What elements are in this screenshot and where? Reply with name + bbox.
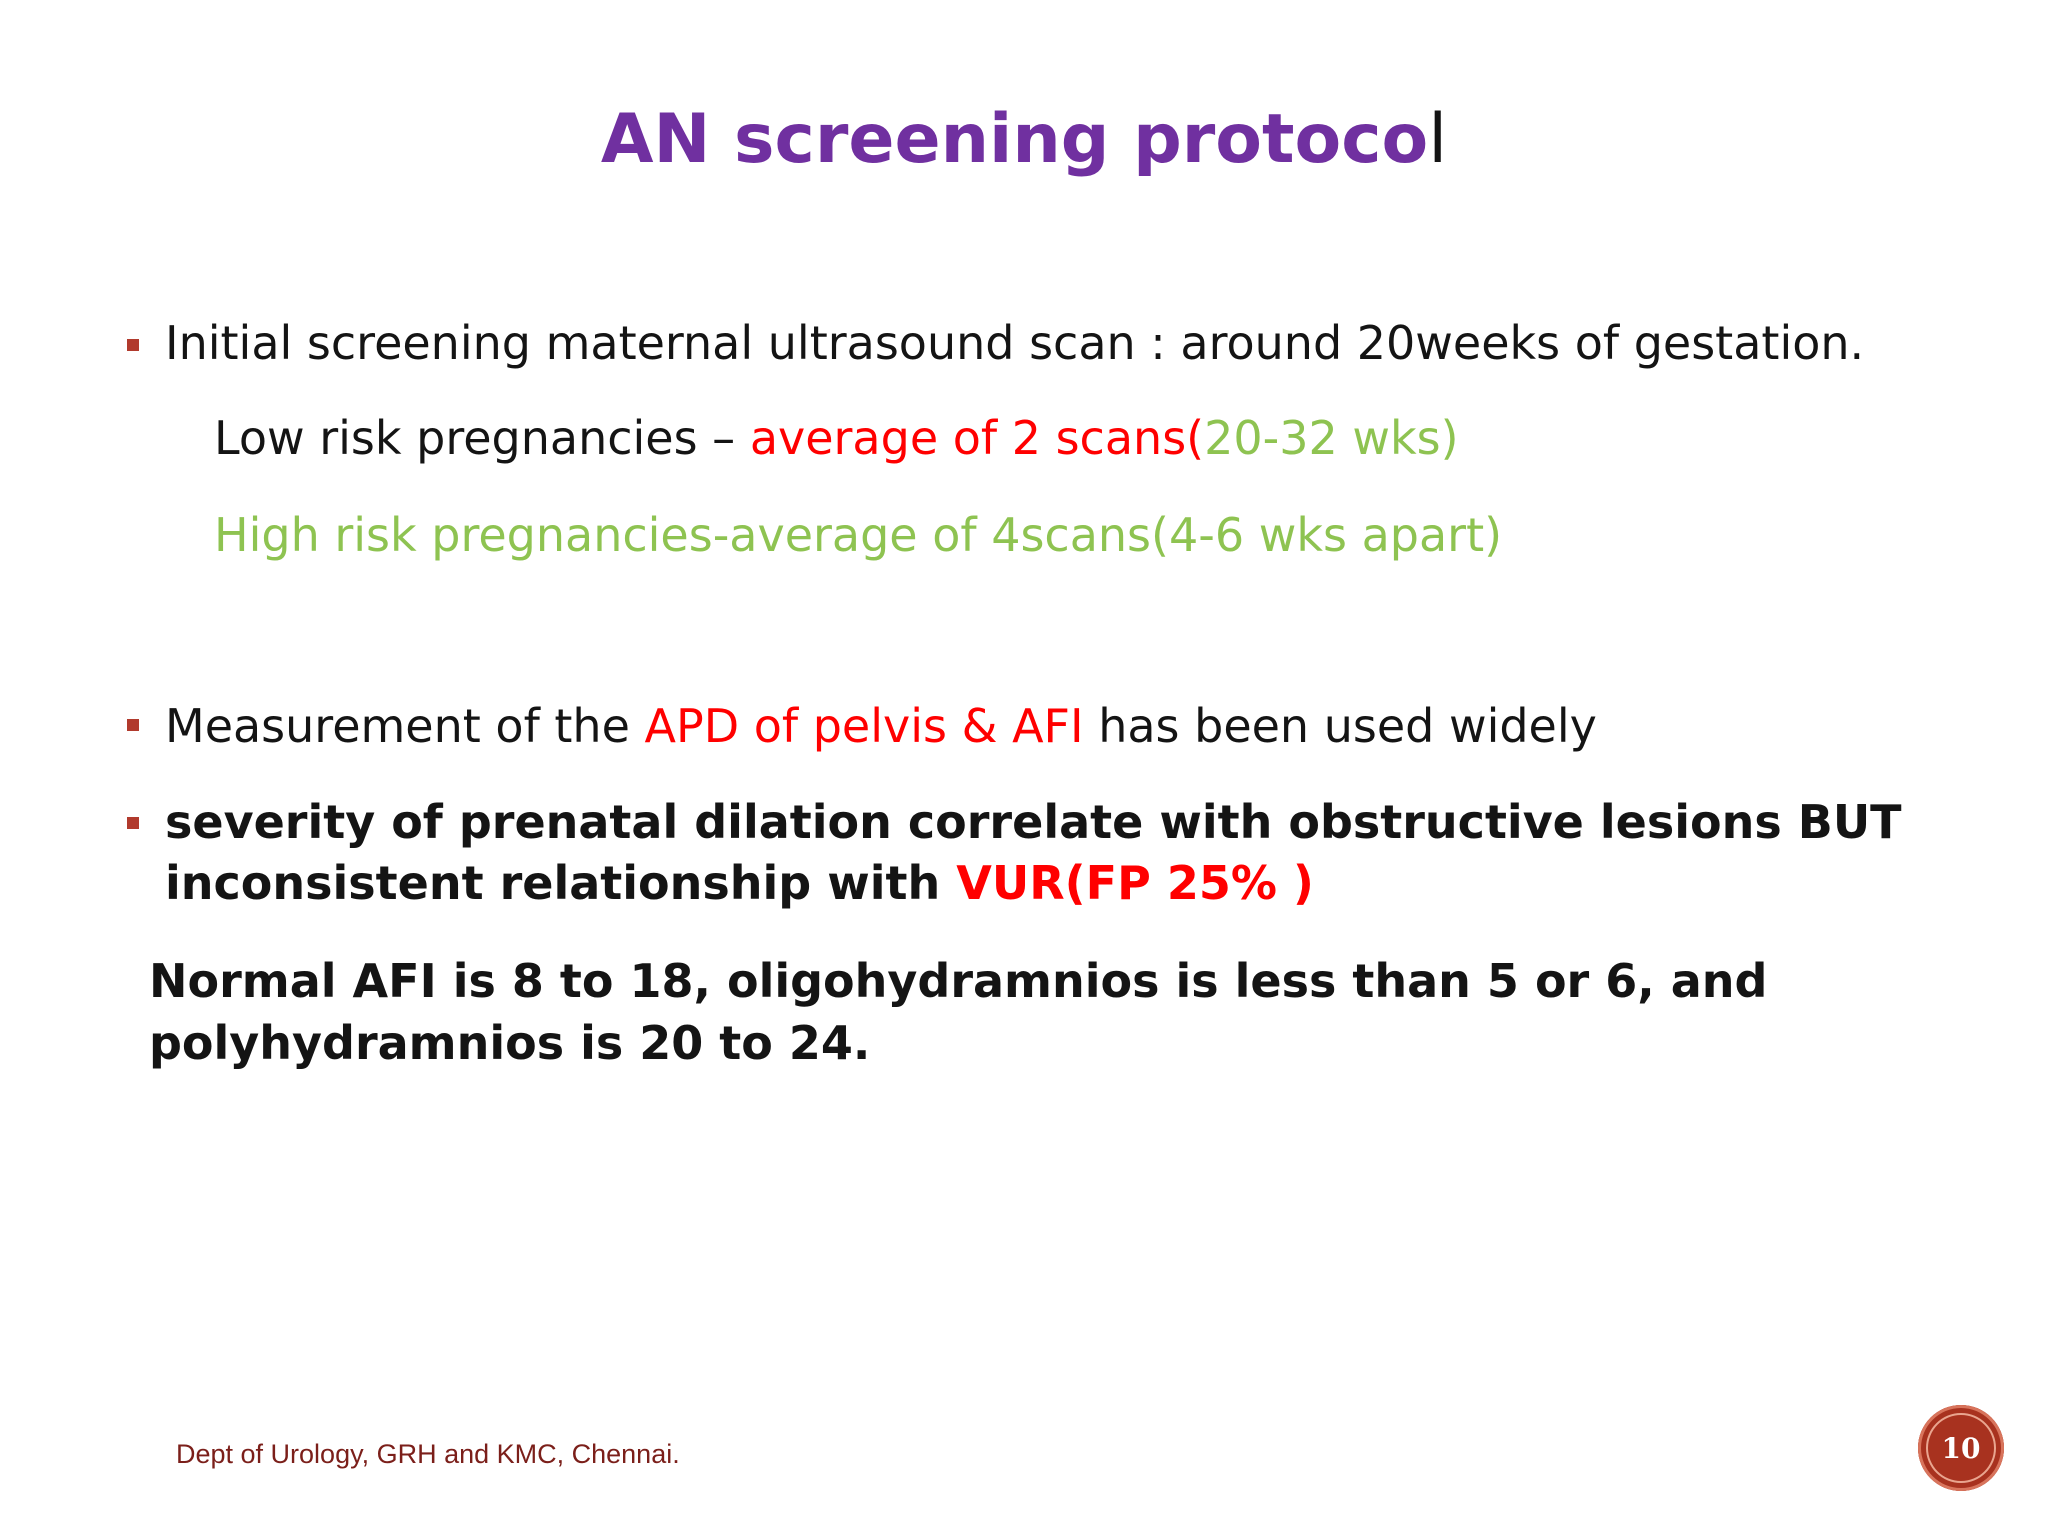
- severity-line1: severity of prenatal dilation correlate with obstructive lesions BUT: [165, 795, 1902, 849]
- title-last-letter: l: [1428, 100, 1448, 179]
- bullet-initial-screening: [165, 313, 1864, 373]
- note-line1: [149, 951, 1767, 1011]
- note-line2: [149, 1013, 870, 1073]
- low-risk-green: 20-32 wks): [1204, 411, 1459, 465]
- measurement-prefix: Measurement of the: [165, 699, 645, 753]
- low-risk-red: average of 2 scans(: [749, 411, 1205, 465]
- bullet-square-icon: [127, 339, 139, 351]
- low-risk-line: [214, 408, 1459, 468]
- title-main: AN screening protoco: [600, 100, 1429, 179]
- low-risk-prefix: Low risk pregnancies –: [214, 411, 750, 465]
- measurement-suffix: has been used widely: [1083, 699, 1597, 753]
- page-number-badge: [1918, 1405, 2004, 1491]
- severity-line2-red: VUR(FP 25% ): [956, 856, 1314, 910]
- measurement-red: APD of pelvis & AFI: [644, 699, 1084, 753]
- footer-department: Dept of Urology, GRH and KMC, Chennai.: [176, 1439, 680, 1469]
- page-number: 10: [1941, 1431, 1981, 1465]
- high-risk-text: High risk pregnancies-average of 4scans(4-6 wks apart): [214, 508, 1503, 562]
- slide-title: [0, 95, 2048, 185]
- initial-screening-text: Initial screening maternal ultrasound scan : around 20weeks of gestation.: [165, 316, 1865, 370]
- bullet-square-icon: [127, 719, 139, 731]
- high-risk-line: [214, 505, 1502, 565]
- bullet-severity-line2: [165, 853, 1314, 913]
- bullet-severity-line1: [165, 792, 1902, 852]
- note-line2-text: polyhydramnios is 20 to 24.: [149, 1016, 871, 1070]
- bullet-square-icon: [127, 817, 139, 829]
- bullet-measurement: [165, 696, 1597, 756]
- note-line1-text: Normal AFI is 8 to 18, oligohydramnios is less than 5 or 6, and: [149, 954, 1768, 1008]
- severity-line2-prefix: inconsistent relationship with: [165, 856, 957, 910]
